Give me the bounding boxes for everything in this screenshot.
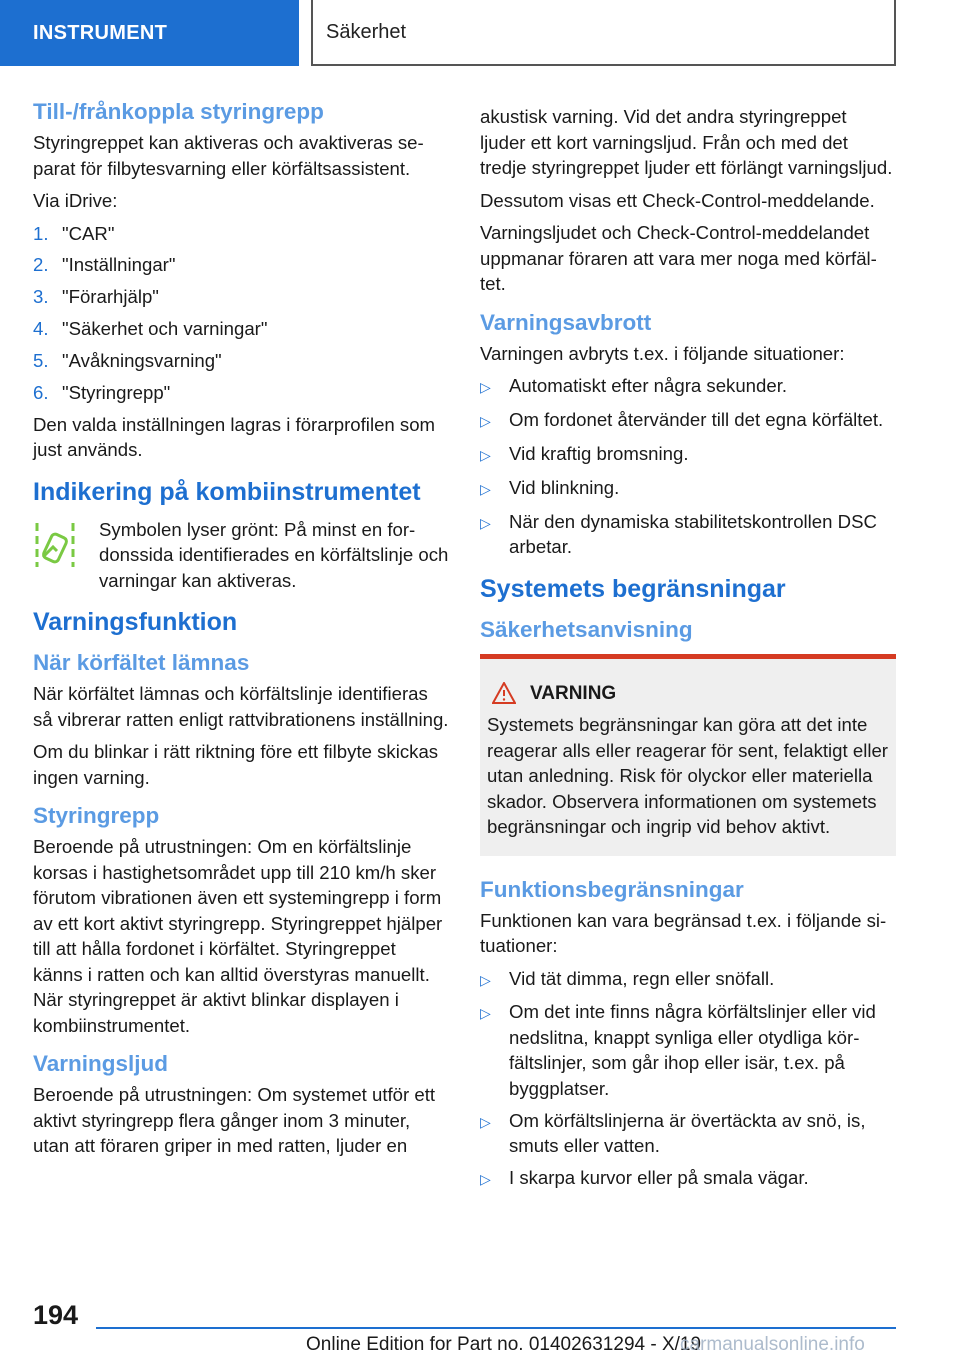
list-item	[33, 380, 449, 406]
list-item-text: I skarpa kurvor eller på smala vägar.	[509, 1167, 809, 1189]
paragraph-check-control: Dessutom visas ett Check-Control-meddelande.	[480, 189, 875, 211]
paragraph-toggle: Styringreppet kan aktiveras och avaktiveras separat för filbytesvarning eller körfältsassistent.	[33, 132, 424, 179]
paragraph-sound: Beroende på utrustningen: Om systemet utför ett aktivt styringrepp flera gånger inom 3 minuter, utan att föraren griper in med ratten, ljuder en	[33, 1084, 436, 1157]
warning-box	[480, 654, 896, 856]
list-item	[480, 999, 896, 1101]
step-text: "Styringrepp"	[62, 381, 171, 403]
list-item-text: Automatiskt efter några sekunder.	[509, 375, 788, 396]
step-text: "Inställningar"	[62, 254, 176, 276]
bullet-icon: ▷	[480, 446, 491, 463]
paragraph-leave-1: När körfältet lämnas och körfältslinje identifieras så vibrerar ratten enligt rattvibrationens inställning.	[33, 683, 449, 730]
heading-function-limits: Funktionsbegränsningar	[480, 876, 744, 902]
list-item	[33, 316, 449, 342]
right-column	[480, 104, 896, 1199]
step-number: 6.	[33, 381, 49, 403]
list-item	[33, 252, 449, 278]
section-tab	[0, 0, 299, 66]
heading-steering: Styringrepp	[33, 803, 160, 829]
bullet-icon: ▷	[480, 412, 491, 429]
watermark: carmanualsonline.info	[680, 1334, 865, 1355]
list-item	[480, 966, 896, 994]
abort-list	[480, 373, 896, 560]
chapter-title: Säkerhet	[326, 20, 407, 43]
step-number: 5.	[33, 350, 49, 372]
heading-sound: Varningsljud	[33, 1051, 169, 1077]
step-text: "Säkerhet och varningar"	[62, 318, 268, 340]
chapter-header	[311, 0, 896, 66]
list-item	[480, 475, 896, 503]
page-number: 194	[33, 1300, 79, 1330]
warning-title: VARNING	[530, 682, 617, 704]
bullet-icon: ▷	[480, 480, 491, 497]
heading-warning-function: Varningsfunktion	[33, 608, 238, 637]
bullet-icon: ▷	[480, 971, 491, 988]
list-item-text: Om körfältslinjerna är övertäckta av snö, is, smuts eller vatten.	[509, 1109, 866, 1157]
indicator-text: Symbolen lyser grönt: På minst en fordonssida identifierades en körfältslinje och varningar kan aktiveras.	[99, 518, 449, 591]
left-column	[33, 98, 449, 1166]
paragraph-steering: Beroende på utrustningen: Om en körfältslinje korsas i hastighetsområdet upp till 210 km/h sker förutom vibrationen även ett systemingrepp i form av ett kort aktivt styringrepp. Styringreppet hjälper till att hålla fordonet i körfältet. Styringreppet känns i ratten och kan alltid överstyras manuellt. När styringreppet är aktivt blinkar displayen i kombiinstrumentet.	[33, 836, 443, 1036]
bullet-icon: ▷	[480, 1171, 491, 1188]
warning-triangle-icon	[492, 682, 516, 704]
edition-text: Online Edition for Part no. 01402631294 - X/19	[306, 1334, 702, 1355]
step-text: "Förarhjälp"	[62, 286, 159, 308]
list-item	[480, 1165, 896, 1193]
step-text: "CAR"	[62, 222, 115, 244]
list-item	[480, 407, 896, 435]
warning-header	[487, 681, 888, 707]
paragraph-urge: Varningsljudet och Check-Control-meddelandet uppmanar föraren att vara mer noga med körfältet.	[480, 222, 877, 294]
warning-text: Systemets begränsningar kan göra att det inte reagerar alls eller reagerar för sent, felaktigt eller utan anledning. Risk för olyckor eller materiella skador. Observera informationen om systemets begränsningar och ingrip vid behov aktivt.	[487, 714, 888, 838]
list-item-text: Vid blinkning.	[509, 476, 620, 498]
list-item	[480, 509, 896, 560]
bullet-icon: ▷	[480, 1005, 491, 1022]
step-text: "Avåkningsvarning"	[62, 350, 222, 372]
paragraph-leave-2: Om du blinkar i rätt riktning före ett filbyte skickas ingen varning.	[33, 741, 439, 788]
indicator-block	[33, 517, 449, 594]
paragraph-function-limits: Funktionen kan vara begränsad t.ex. i följande situationer:	[480, 909, 887, 957]
lane-assist-icon	[33, 517, 99, 587]
list-item	[33, 348, 449, 374]
heading-toggle: Till-/frånkoppla styringrepp	[33, 99, 324, 124]
list-item-text: Om det inte finns några körfältslinjer eller vid nedslitna, knappt synliga eller otydliga körfältslinjer, som går ihop eller isär, t.ex. på byggplatser.	[509, 1001, 876, 1099]
paragraph-continued: akustisk varning. Vid det andra styringreppet ljuder ett kort varningsljud. Från och med det tredje styringreppet ljuder ett förlängt varningsljud.	[480, 106, 893, 178]
heading-indication: Indikering på kombiinstrumentet	[33, 477, 421, 506]
step-number: 1.	[33, 222, 49, 244]
list-item-text: När den dynamiska stabilitetskontrollen DSC arbetar.	[509, 510, 877, 558]
heading-warning-abort: Varningsavbrott	[480, 309, 652, 335]
paragraph-saved: Den valda inställningen lagras i förarprofilen som just används.	[33, 413, 436, 461]
paragraph-abort: Varningen avbryts t.ex. i följande situationer:	[480, 342, 845, 364]
footer-divider	[96, 1327, 896, 1329]
list-item-text: Vid kraftig bromsning.	[509, 442, 689, 464]
list-item	[480, 441, 896, 469]
list-item	[480, 1108, 896, 1159]
function-limits-list	[480, 966, 896, 1193]
step-number: 3.	[33, 286, 49, 308]
paragraph-via: Via iDrive:	[33, 190, 118, 211]
step-number: 4.	[33, 318, 49, 340]
list-item-text: Vid tät dimma, regn eller snöfall.	[509, 967, 775, 989]
bullet-icon: ▷	[480, 1113, 491, 1130]
heading-leave-lane: När körfältet lämnas	[33, 650, 250, 676]
step-number: 2.	[33, 254, 49, 276]
list-item	[480, 373, 896, 401]
list-item-text: Om fordonet återvänder till det egna körfältet.	[509, 408, 884, 430]
section-label: INSTRUMENT	[33, 21, 168, 44]
heading-system-limits: Systemets begränsningar	[480, 574, 786, 603]
heading-safety: Säkerhetsanvisning	[480, 616, 693, 642]
steps-list	[33, 221, 449, 406]
bullet-icon: ▷	[480, 514, 491, 531]
bullet-icon: ▷	[480, 379, 491, 395]
list-item	[33, 221, 449, 247]
list-item	[33, 284, 449, 310]
